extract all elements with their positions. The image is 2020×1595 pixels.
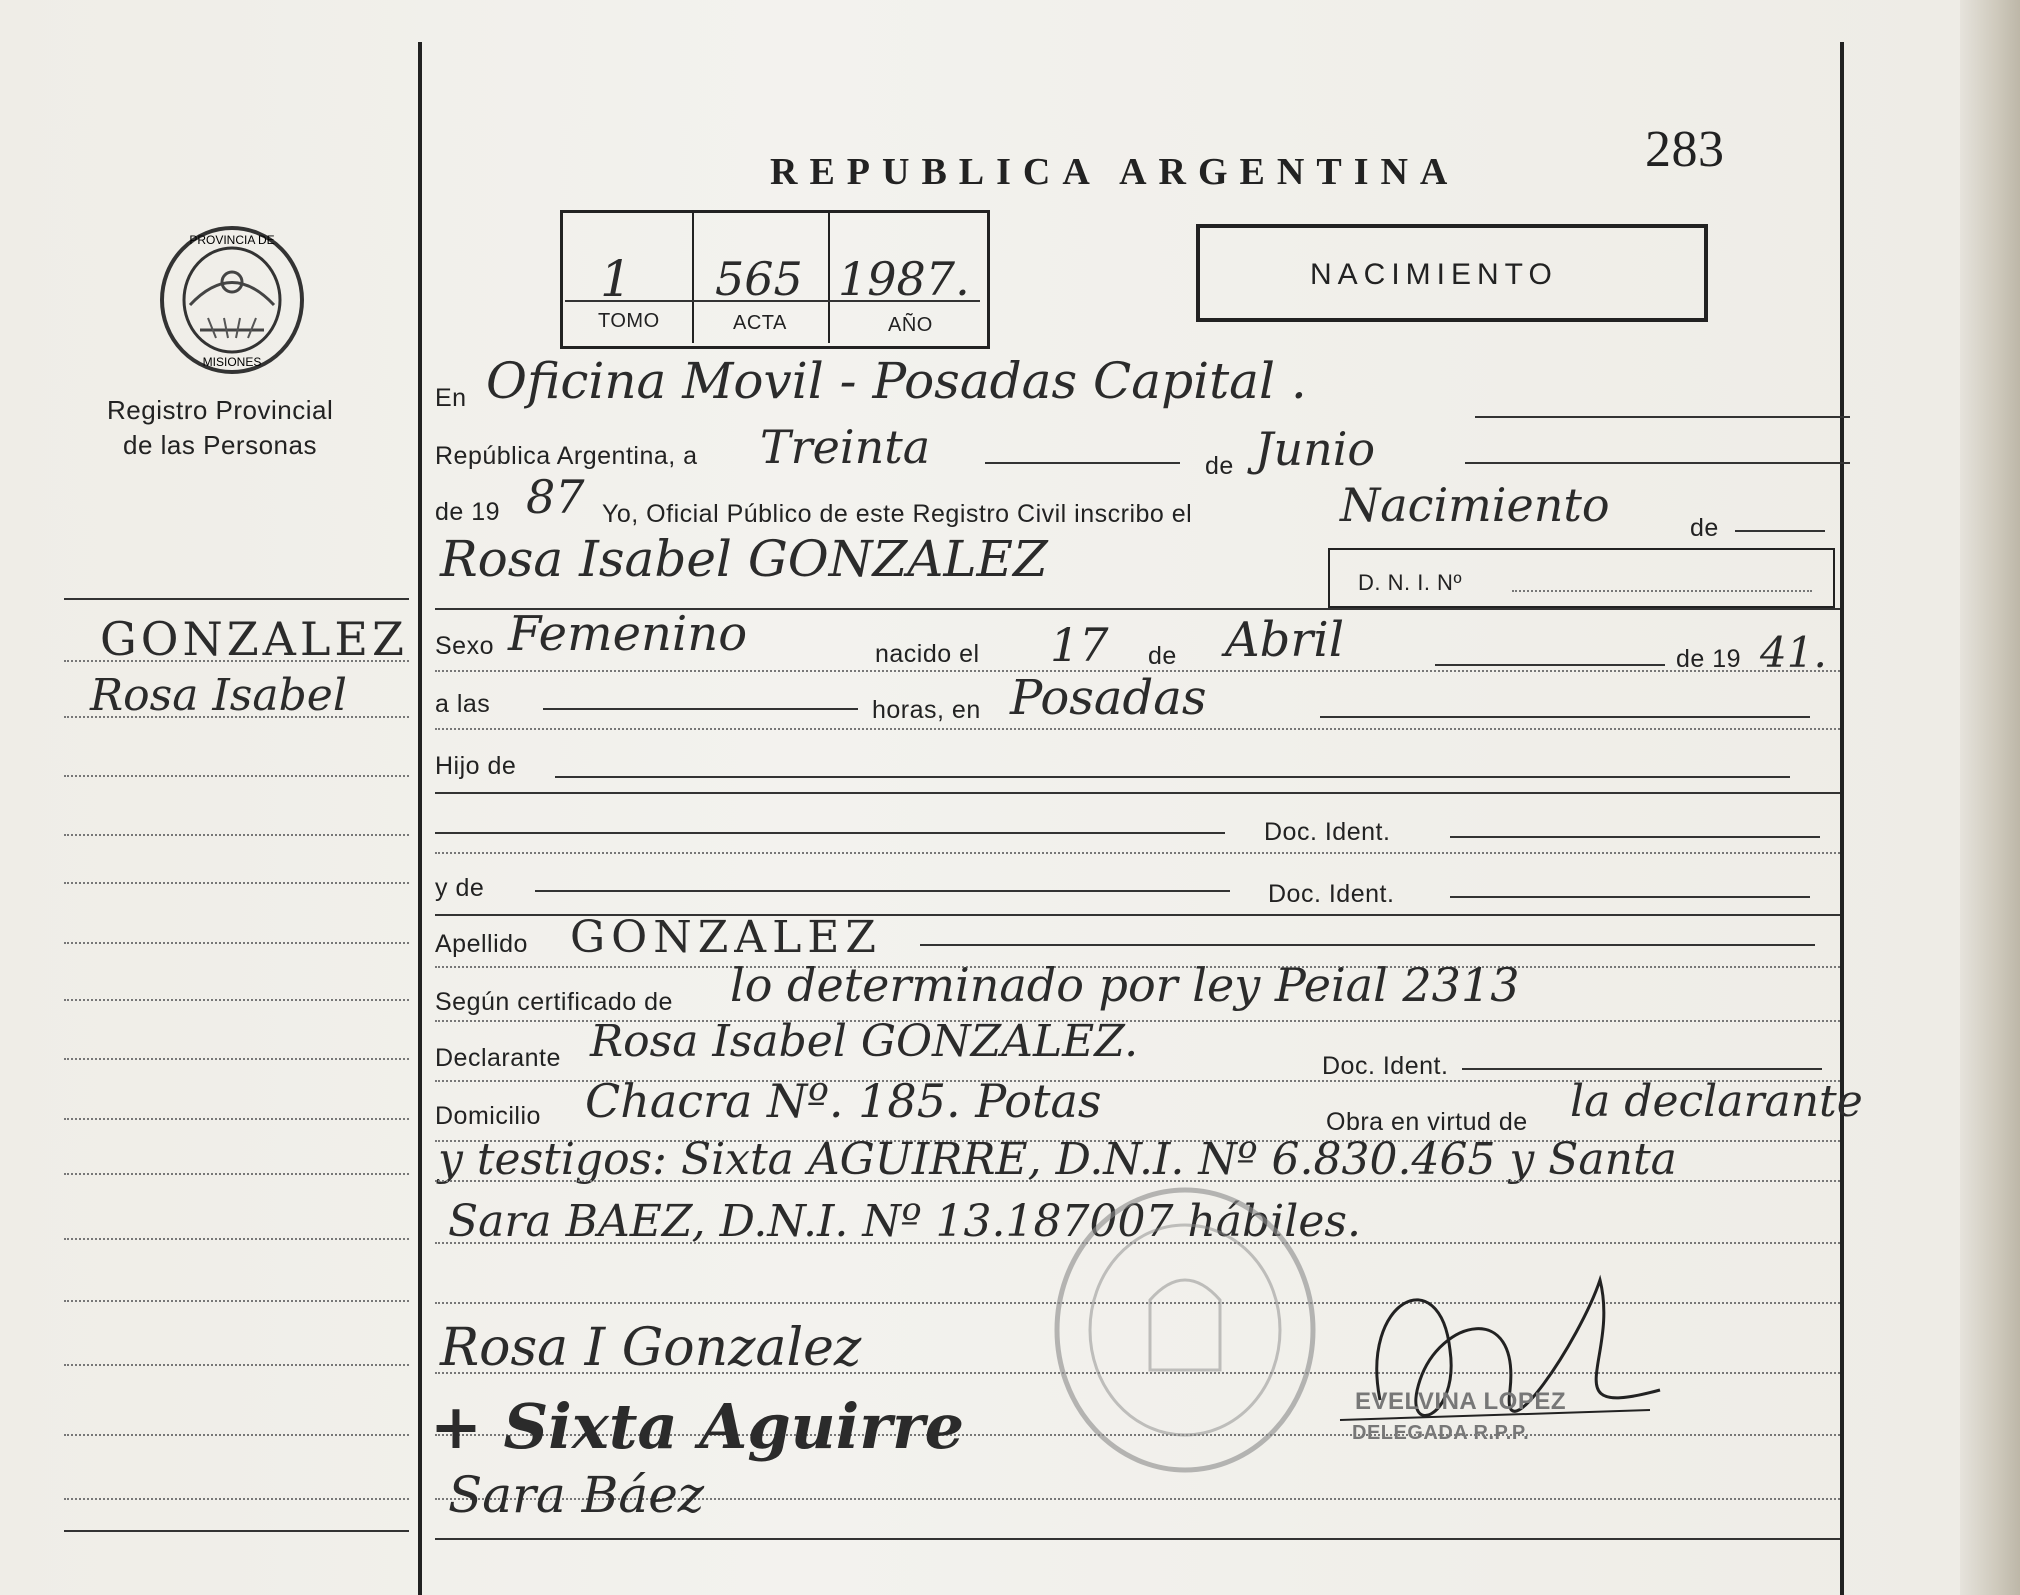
margin-surname: GONZALEZ bbox=[100, 612, 408, 666]
apellido-label: Apellido bbox=[435, 930, 528, 958]
y-de-label: y de bbox=[435, 874, 485, 902]
doc-ident-1: Doc. Ident. bbox=[1264, 818, 1391, 846]
declarante-value: Rosa Isabel GONZALEZ. bbox=[590, 1016, 1139, 1067]
birth-day: 17 bbox=[1050, 618, 1109, 672]
signature-witness-1: + Sixta Aguirre bbox=[430, 1390, 965, 1463]
birth-month: Abril bbox=[1225, 612, 1345, 668]
official-title-stamp: DELEGADA R.P.P. bbox=[1352, 1422, 1530, 1444]
person-name: Rosa Isabel GONZALEZ bbox=[440, 530, 1048, 588]
obra-label: Obra en virtud de bbox=[1326, 1108, 1528, 1136]
apellido-value: GONZALEZ bbox=[570, 912, 882, 963]
doc-ident-3: Doc. Ident. bbox=[1322, 1052, 1449, 1080]
signature-declarant: Rosa I Gonzalez bbox=[440, 1318, 862, 1378]
de-label: de bbox=[1205, 452, 1234, 480]
margin-given-name: Rosa Isabel bbox=[90, 670, 347, 721]
month-value: Junio bbox=[1255, 422, 1376, 476]
signature-witness-2: Sara Báez bbox=[448, 1466, 705, 1524]
ano-label: AÑO bbox=[888, 314, 933, 336]
act-value: Nacimiento bbox=[1340, 478, 1610, 532]
domicilio-value: Chacra Nº. 185. Potas bbox=[585, 1074, 1102, 1128]
yo-text: Yo, Oficial Público de este Registro Civil inscribo el bbox=[602, 500, 1193, 528]
record-type: NACIMIENTO bbox=[1310, 258, 1558, 291]
tomo-value: 1 bbox=[600, 250, 632, 308]
birth-place: Posadas bbox=[1010, 670, 1207, 726]
official-name-stamp: EVELVINA LOPEZ bbox=[1355, 1388, 1567, 1415]
page-number: 283 bbox=[1645, 121, 1725, 178]
ano-value: 1987. bbox=[838, 252, 970, 306]
segun-value: lo determinado por ley Peial 2313 bbox=[730, 958, 1520, 1012]
domicilio-label: Domicilio bbox=[435, 1102, 541, 1130]
sexo-label: Sexo bbox=[435, 632, 494, 660]
acta-value: 565 bbox=[715, 252, 803, 306]
segun-label: Según certificado de bbox=[435, 988, 673, 1016]
province-seal-icon bbox=[150, 220, 315, 380]
registry-stamp-icon bbox=[1040, 1180, 1330, 1480]
de19-label: de 19 bbox=[1676, 645, 1742, 673]
declarante-label: Declarante bbox=[435, 1044, 561, 1072]
dni-label: D. N. I. Nº bbox=[1358, 570, 1462, 595]
hijo-label: Hijo de bbox=[435, 752, 517, 780]
republica-label: República Argentina, a bbox=[435, 442, 698, 470]
a-las-label: a las bbox=[435, 690, 491, 718]
en-label: En bbox=[435, 384, 467, 412]
registry-name-1: Registro Provincial bbox=[107, 395, 334, 425]
de3-label: de bbox=[1148, 642, 1177, 670]
year-value: 87 bbox=[526, 470, 585, 524]
sexo-value: Femenino bbox=[508, 606, 748, 662]
witness-line-2: Sara BAEZ, D.N.I. Nº 13.187007 hábiles. bbox=[448, 1196, 1361, 1247]
day-value: Treinta bbox=[760, 420, 931, 474]
registry-name-2: de las Personas bbox=[123, 430, 317, 460]
margin-rule bbox=[418, 42, 422, 1595]
country-title: REPUBLICA ARGENTINA bbox=[770, 151, 1460, 193]
doc-ident-2: Doc. Ident. bbox=[1268, 880, 1395, 908]
nacido-label: nacido el bbox=[875, 640, 980, 668]
acta-label: ACTA bbox=[733, 312, 787, 334]
birth-year: 41. bbox=[1760, 628, 1827, 677]
tomo-label: TOMO bbox=[598, 310, 660, 332]
witness-line-1: y testigos: Sixta AGUIRRE, D.N.I. Nº 6.830.465 y Santa bbox=[438, 1134, 1677, 1185]
right-rule bbox=[1840, 42, 1844, 1595]
book-edge bbox=[1960, 0, 2020, 1595]
seal-top-text: PROVINCIA DE bbox=[189, 233, 275, 247]
horas-label: horas, en bbox=[872, 696, 981, 724]
seal-bottom-text: MISIONES bbox=[202, 355, 262, 369]
en-value: Oficina Movil - Posadas Capital . bbox=[486, 352, 1307, 410]
de2-label: de bbox=[1690, 514, 1719, 542]
obra-value: la declarante bbox=[1570, 1076, 1863, 1127]
year-prefix-label: de 19 bbox=[435, 498, 501, 526]
